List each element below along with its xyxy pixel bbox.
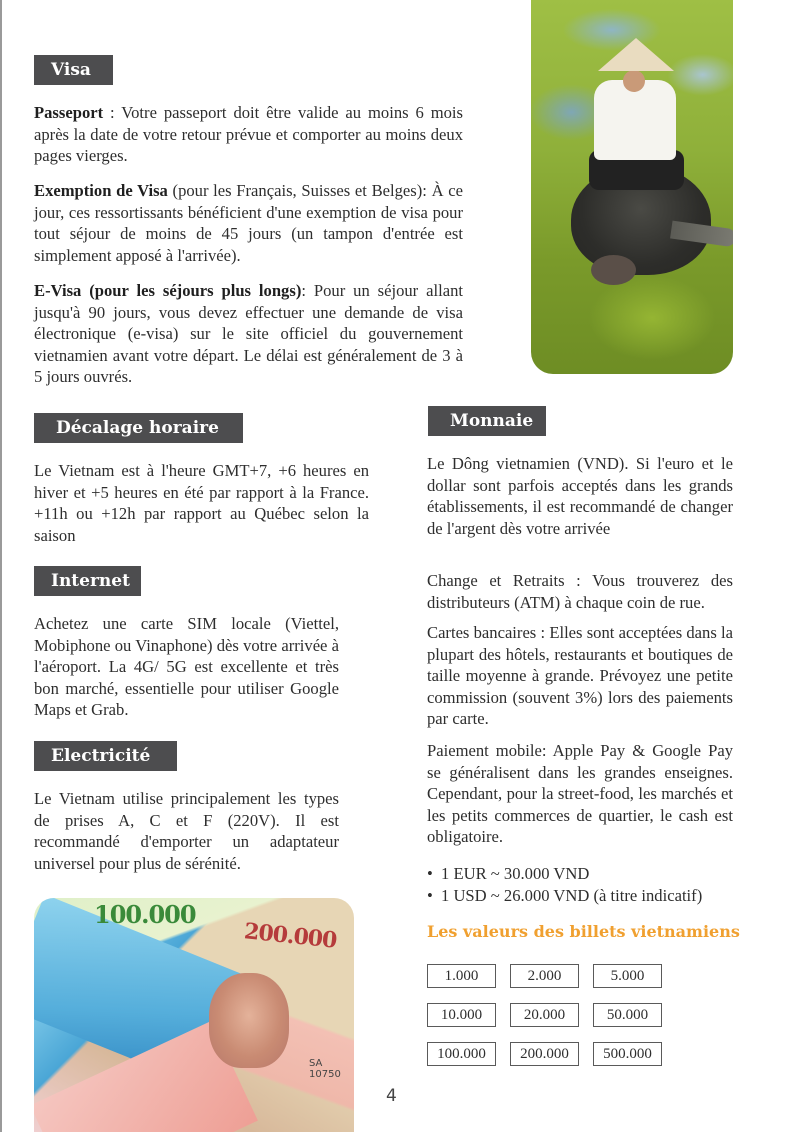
banknote-100000-label: 100.000	[94, 900, 196, 929]
evisa-text: : Pour un séjour allant jusqu'à 90 jours, vous devez effectuer une demande de visa électronique (e-visa) sur le site officiel du gouvernement vietnamien avant votre départ. Le délai est généralement de 3 à 5 jours ouvrés.	[34, 281, 463, 386]
monnaie-cartes-paragraph: Cartes bancaires : Elles sont acceptées dans la plupart des hôtels, restaurants et boutiques de taille moyenne à grande. Prévoyez une petite commission (souvent 3%) lors des paiements par carte.	[427, 623, 733, 728]
exemption-text: (pour les Français, Suisses et Belges): À ce jour, ces ressortissants bénéficient d'une exemption de visa pour tout séjour de moins de 45 jours (un tampon d'entrée est simplement apposé à l'arrivée).	[34, 181, 463, 265]
page-left-border	[0, 0, 2, 1132]
monnaie-change-paragraph: Change et Retraits : Vous trouverez des distributeurs (ATM) à chaque coin de rue.	[427, 571, 733, 612]
passeport-label: Passeport	[34, 103, 104, 122]
section-heading-monnaie: Monnaie	[428, 406, 546, 436]
passeport-text: : Votre passeport doit être valide au moins 6 mois après la date de votre retour prévue et comporter au moins deux pages vierges.	[34, 103, 463, 165]
banknote-value: 200.000	[510, 1042, 579, 1066]
exchange-rate-usd: 1 USD ~ 26.000 VND (à titre indicatif)	[441, 885, 703, 905]
conical-hat-shape	[598, 38, 674, 71]
exchange-rate-item	[427, 863, 702, 885]
monnaie-intro-paragraph: Le Dông vietnamien (VND). Si l'euro et le dollar sont parfois acceptés dans les grands établissements, il est recommandé de changer de l'argent dès votre arrivée	[427, 454, 733, 538]
banknote-value: 5.000	[593, 964, 662, 988]
buffalo-snout-shape	[591, 255, 636, 285]
banknote-value: 10.000	[427, 1003, 496, 1027]
decalage-paragraph: Le Vietnam est à l'heure GMT+7, +6 heures en hiver et +5 heures en été par rapport à la France. +11h ou +12h par rapport au Québec selon la saison	[34, 461, 369, 545]
vietnamese-banknotes-photo	[34, 898, 354, 1132]
bullet-icon: •	[427, 885, 433, 905]
banknote-portrait-shape	[209, 973, 289, 1068]
visa-passeport-paragraph	[34, 102, 463, 167]
banknote-values-heading: Les valeurs des billets vietnamiens	[427, 922, 740, 941]
section-heading-decalage-horaire: Décalage horaire	[34, 413, 243, 443]
section-heading-internet: Internet	[34, 566, 141, 596]
banknote-200000-label: 200.000	[242, 918, 338, 954]
farmer-buffalo-photo	[531, 0, 733, 374]
exchange-rate-eur: 1 EUR ~ 30.000 VND	[441, 864, 590, 883]
section-heading-visa: Visa	[34, 55, 113, 85]
banknote-value: 500.000	[593, 1042, 662, 1066]
bullet-icon: •	[427, 864, 433, 883]
electricite-paragraph: Le Vietnam utilise principalement les types de prises A, C et F (220V). Il est recommandé d'emporter un adaptateur universel pour plus de sérénité.	[34, 789, 339, 873]
banknote-value: 2.000	[510, 964, 579, 988]
exchange-rate-item	[427, 885, 702, 907]
exchange-rates-list	[427, 863, 702, 906]
section-heading-electricite: Electricité	[34, 741, 177, 771]
banknote-value: 1.000	[427, 964, 496, 988]
banknote-value: 50.000	[593, 1003, 662, 1027]
banknote-value: 20.000	[510, 1003, 579, 1027]
visa-evisa-paragraph	[34, 280, 463, 388]
evisa-label: E-Visa (pour les séjours plus longs)	[34, 281, 302, 300]
farmer-shirt-shape	[594, 80, 676, 160]
internet-paragraph: Achetez une carte SIM locale (Viettel, Mobiphone ou Vinaphone) dès votre arrivée à l'aéroport. La 4G/ 5G est excellente et très bon marché, essentielle pour utiliser Google Maps et Grab.	[34, 614, 339, 719]
exemption-label: Exemption de Visa	[34, 181, 168, 200]
monnaie-mobile-paragraph: Paiement mobile: Apple Pay & Google Pay se généralisent dans les grandes enseignes. Cependant, pour la street-food, les marchés et les petits commerces de quartier, le cash est obligatoire.	[427, 741, 733, 846]
banknote-serial: SA 10750	[309, 1058, 341, 1080]
visa-exemption-paragraph	[34, 180, 463, 266]
farmer-face-shape	[623, 70, 645, 92]
banknote-values-grid	[427, 964, 662, 1066]
page-number: 4	[386, 1086, 397, 1106]
banknote-value: 100.000	[427, 1042, 496, 1066]
